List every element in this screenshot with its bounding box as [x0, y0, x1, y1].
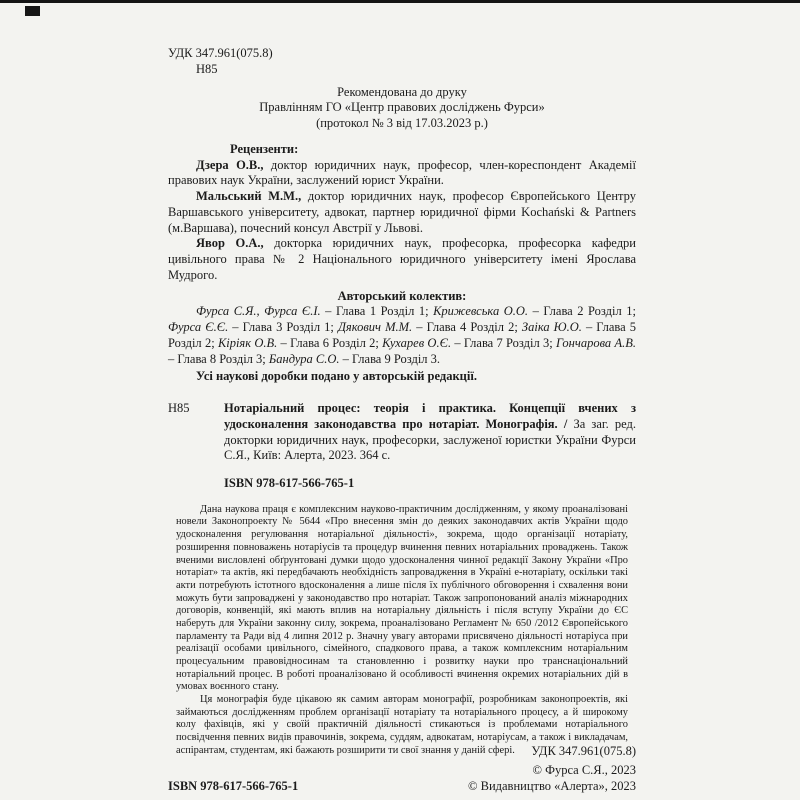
- author-name: Фурса С.Я., Фурса Є.І.: [196, 304, 321, 319]
- footer-row: [168, 762, 636, 795]
- reviewer-description: докторка юридичних наук, професорка, професорка кафедри цивільного права № 2 Національного юридичного університету імені Ярослава Мудрого.: [168, 236, 636, 282]
- reviewer-item: [168, 158, 636, 190]
- author-name: Дякович М.М.: [337, 320, 413, 334]
- recommendation-line-1: Рекомендована до друку: [337, 84, 467, 99]
- author-chapter: – Глава 7 Розділ 3;: [451, 335, 556, 350]
- reviewer-item: [168, 189, 636, 236]
- author-name: Крижевська О.О.: [433, 304, 529, 319]
- copyright-block: [468, 762, 636, 795]
- scan-top-edge: [0, 0, 800, 3]
- reviewer-name: Мальський М.М.,: [196, 189, 302, 203]
- author-name: Кіріяк О.В.: [217, 335, 278, 350]
- author-chapter: – Глава 4 Розділ 2;: [412, 320, 522, 334]
- annotation-paragraph-2: Ця монографія буде цікавою як самим авторам монографії, розробникам законопроектів, які займаються дослідженням проблем організації нотаріату та нотаріального процесу, а й широкому колу фахівців, які у своїй практичній діяльності стикаються із проблемами нотаріального посвідчення певних видів правочинів, зокрема, суддям, адвокатам, нотаріусам, а також і викладачам, аспірантам, студентам, які бажають розширити ти свої знання у даній сфері.: [176, 694, 628, 756]
- reviewer-description: доктор юридичних наук, професор, член-кореспондент Академії правових наук України, заслужений юрист України.: [168, 157, 636, 188]
- reviewer-name: Дзера О.В.,: [196, 157, 264, 172]
- reviewer-description: доктор юридичних наук, професор Європейського Центру Варшавського університету, адвокат, партнер юридичної фірми Kochański & Partners (м.Варшава), почесний консул Австрії у Львові.: [168, 189, 636, 235]
- footer-udk-code: УДК 347.961(075.8): [531, 744, 636, 758]
- author-name: Бандура С.О.: [268, 351, 340, 366]
- recommendation-line-2: Правлінням ГО «Центр правових досліджень Фурси»: [259, 100, 545, 115]
- copyright-publisher: © Видавництво «Алерта», 2023: [468, 779, 636, 794]
- udk-code-top: УДК 347.961(075.8): [168, 46, 273, 60]
- biblio-classification-code: Н85: [168, 401, 190, 415]
- authors-note: Усі наукові доробки подано у авторській редакції.: [196, 369, 477, 384]
- isbn-number: ISBN 978-617-566-765-1: [224, 476, 355, 490]
- author-chapter: – Глава 9 Розділ 3.: [339, 351, 441, 366]
- authors-heading: Авторський колектив:: [337, 288, 467, 303]
- scan-corner-mark: [25, 6, 40, 16]
- author-chapter: – Глава 5 Розділ 2;: [168, 320, 636, 350]
- reviewer-item: [168, 236, 636, 283]
- page-content: [168, 46, 636, 758]
- author-name: Гончарова А.В.: [555, 335, 636, 350]
- copyright-author: © Фурса С.Я., 2023: [532, 763, 636, 777]
- biblio-description: За заг. ред. докторки юридичних наук, професорки, заслуженої юристки України Фурси С.Я., Київ: Алерта, 2023. 364 с.: [224, 416, 636, 463]
- annotation-paragraph-1: Дана наукова праця є комплексним науково-практичним дослідженням, у якому проаналізовані новели Законопроекту № 5644 «Про внесення змін до деяких законодавчих актів України щодо удосконалення регулювання нотаріальної діяльності», зокрема, щодо організації нотаріату, розширення повноважень нотаріусів та процедур вчинення певних нотаріальних проваджень. Також вченими висловлені обґрунтовані думки щодо удосконалення чинної редакції Закону України «Про нотаріат» та актів, які передбачають необхідність запровадження в Україні е-нотаріату, оскільки такі акти потребують істотного вдосконалення а лише після їх публічного обговорення і схвалення вони можуть бути запроваджені у законодавство про нотаріат. Також запропонований аналіз міжнародних договорів, конвенцій, які мають вплив на нотаріальну діяльність і після вступу України до ЄС наберуть для України законну силу, зокрема, проаналізовано Регламент № 650 /2012 Європейського парламенту та Ради від 4 липня 2012 р. Значну увагу авторами присвячено діяльності нотаріуса при реалізації особами цивільного, сімейного, спадкового права, а також комплексним нотаріальним процесуальним правовідносинам та становленню і розвитку науки про транснаціональний нотаріальний процес. В роботі проаналізовано й особливості вчинення окремих нотаріальних дій в умовах воєнного стану.: [176, 503, 628, 693]
- recommendation-line-3: (протокол № 3 від 17.03.2023 р.): [316, 116, 488, 130]
- footer-isbn: ISBN 978-617-566-765-1: [168, 779, 299, 794]
- annotation-block: [168, 504, 636, 758]
- bibliographic-entry: [168, 401, 636, 464]
- biblio-title: Нотаріальний процес: теорія і практика. Концепції вчених з удосконалення законодавства про нотаріат. Монографія. /: [224, 401, 636, 431]
- author-chapter: – Глава 6 Розділ 2;: [277, 335, 383, 350]
- reviewers-heading: Рецензенти:: [230, 141, 299, 156]
- authors-list: [168, 304, 636, 367]
- reviewer-name: Явор О.А.,: [196, 236, 264, 251]
- author-name: Кухарев О.Є.: [382, 335, 452, 350]
- biblio-text: [224, 401, 636, 464]
- author-chapter: – Глава 2 Розділ 1;: [528, 304, 636, 319]
- author-chapter: – Глава 1 Розділ 1;: [320, 304, 434, 319]
- classification-code-top: Н85: [196, 61, 218, 76]
- author-name: Фурса Є.Є.: [168, 320, 229, 334]
- recommendation-block: [168, 85, 636, 132]
- author-chapter: – Глава 3 Розділ 1;: [228, 320, 338, 334]
- author-name: Заіка Ю.О.: [521, 320, 582, 334]
- author-chapter: – Глава 8 Розділ 3;: [168, 351, 269, 366]
